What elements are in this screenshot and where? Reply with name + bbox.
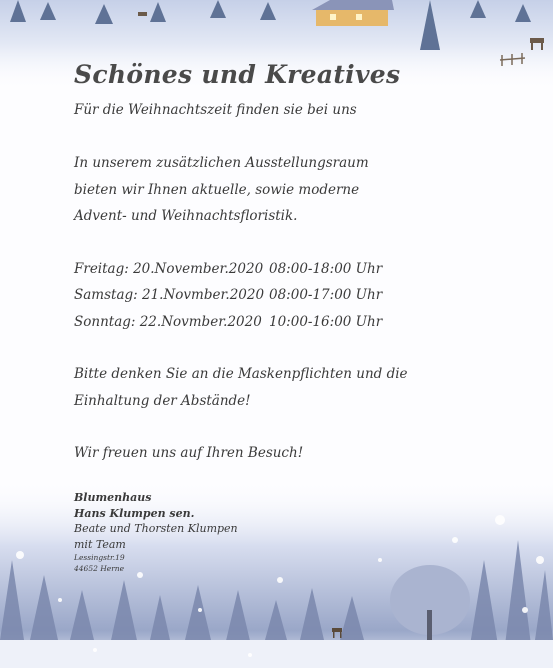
signature-team: mit Team <box>74 537 126 551</box>
intro-line: In unserem zusätzlichen Ausstellungsraum <box>74 155 369 171</box>
hours-day: Samstag: 21.Novmber.2020 <box>74 287 265 304</box>
notice-line: Einhaltung der Abstände! <box>74 392 251 409</box>
hours-time: 10:00-16:00 Uhr <box>269 313 383 330</box>
signature-names: Beate und Thorsten Klumpen <box>74 522 238 535</box>
hours-day: Sonntag: 22.Novmber.2020 <box>74 313 262 330</box>
cottage-icon <box>312 0 394 26</box>
intro-line: Advent- und Weihnachtsfloristik. <box>74 208 298 224</box>
intro-line: bieten wir Ihnen aktuelle, sowie moderne <box>74 181 360 198</box>
opening-hours <box>74 256 382 335</box>
intro-paragraph <box>74 150 369 230</box>
hours-row <box>74 282 382 308</box>
subtitle: Für die Weihnachtszeit finden sie bei uns <box>74 102 357 118</box>
signature-city: 44652 Herne <box>74 564 125 573</box>
hours-row <box>74 309 382 335</box>
closing-line: Wir freuen uns auf Ihren Besuch! <box>74 445 304 461</box>
signature-business: Blumenhaus <box>74 491 152 504</box>
hours-row <box>74 256 382 282</box>
hours-time: 08:00-18:00 Uhr <box>269 261 383 277</box>
notice-line: Bitte denken Sie an die Maskenpflichten und die <box>74 366 408 382</box>
signature-block <box>74 490 238 574</box>
page-title: Schönes und Kreatives <box>74 60 401 89</box>
hours-time: 08:00-17:00 Uhr <box>269 287 383 304</box>
hours-day: Freitag: 20.November.2020 <box>74 261 264 277</box>
notice-paragraph <box>74 361 408 414</box>
signature-owner: Hans Klumpen sen. <box>74 506 195 520</box>
signature-street: Lessingstr.19 <box>74 553 125 562</box>
